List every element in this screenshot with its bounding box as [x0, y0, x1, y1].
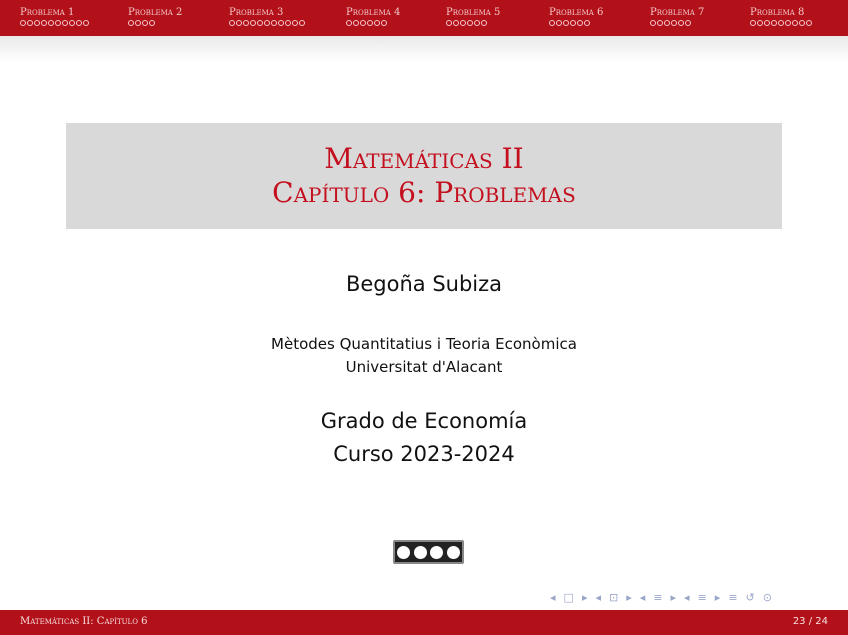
frame-dot[interactable] — [292, 20, 298, 26]
frame-dot[interactable] — [76, 20, 82, 26]
frame-dot[interactable] — [128, 20, 134, 26]
frame-dot[interactable] — [360, 20, 366, 26]
frame-dot[interactable] — [62, 20, 68, 26]
frame-dot[interactable] — [257, 20, 263, 26]
beamer-nav-icon-4[interactable]: ◂ — [595, 590, 601, 604]
frame-dot[interactable] — [243, 20, 249, 26]
frame-dot[interactable] — [20, 20, 26, 26]
frame-dot[interactable] — [577, 20, 583, 26]
frame-dot[interactable] — [799, 20, 805, 26]
frame-dot[interactable] — [764, 20, 770, 26]
frame-dot[interactable] — [367, 20, 373, 26]
beamer-nav-icon-13[interactable]: ≡ — [728, 590, 738, 604]
author-name: Begoña Subiza — [345, 272, 503, 296]
frame-dot[interactable] — [750, 20, 756, 26]
section-dots-6 — [549, 20, 590, 28]
frame-dot[interactable] — [778, 20, 784, 26]
section-dots-5 — [446, 20, 487, 28]
beamer-nav-icon-10[interactable]: ◂ — [684, 590, 690, 604]
frame-dot[interactable] — [460, 20, 466, 26]
section-dots-8 — [750, 20, 812, 28]
frame-dot[interactable] — [671, 20, 677, 26]
frame-dot[interactable] — [771, 20, 777, 26]
frame-dot[interactable] — [556, 20, 562, 26]
page-number: 23 / 24 — [792, 616, 828, 627]
footer-title: Matemáticas II: Capítulo 6 — [20, 616, 148, 627]
section-link-3[interactable]: Problema 3 — [229, 7, 284, 18]
frame-dot[interactable] — [792, 20, 798, 26]
beamer-nav-icon-12[interactable]: ▸ — [714, 590, 721, 604]
footer-bar — [0, 610, 848, 635]
course-name: Grado de Economía — [320, 409, 528, 433]
beamer-nav-icon-11[interactable]: ≡ — [697, 590, 707, 604]
frame-dot[interactable] — [549, 20, 555, 26]
by-circle-icon — [414, 546, 427, 559]
cc-circle-icon — [397, 546, 410, 559]
frame-dot[interactable] — [806, 20, 812, 26]
section-link-5[interactable]: Problema 5 — [446, 7, 501, 18]
frame-dot[interactable] — [346, 20, 352, 26]
section-dots-3 — [229, 20, 305, 28]
course-year: Curso 2023-2024 — [333, 442, 515, 466]
sa-circle-icon — [447, 546, 460, 559]
frame-dot[interactable] — [250, 20, 256, 26]
frame-dot[interactable] — [83, 20, 89, 26]
frame-dot[interactable] — [474, 20, 480, 26]
frame-dot[interactable] — [584, 20, 590, 26]
frame-dot[interactable] — [236, 20, 242, 26]
frame-dot[interactable] — [69, 20, 75, 26]
section-link-1[interactable]: Problema 1 — [20, 7, 75, 18]
presentation-subtitle: Capítulo 6: Problemas — [272, 176, 576, 209]
frame-dot[interactable] — [278, 20, 284, 26]
beamer-nav-icon-14[interactable]: ↺ — [745, 590, 755, 604]
beamer-nav-icon-5[interactable]: ⊡ — [609, 590, 619, 604]
frame-dot[interactable] — [453, 20, 459, 26]
nc-circle-icon — [430, 546, 443, 559]
beamer-nav-icon-15[interactable]: ⊙ — [762, 590, 772, 604]
frame-dot[interactable] — [34, 20, 40, 26]
frame-dot[interactable] — [685, 20, 691, 26]
frame-dot[interactable] — [374, 20, 380, 26]
beamer-nav-icon-6[interactable]: ▸ — [626, 590, 632, 604]
section-dots-7 — [650, 20, 691, 28]
frame-dot[interactable] — [757, 20, 763, 26]
section-dots-2 — [128, 20, 155, 28]
frame-dot[interactable] — [563, 20, 569, 26]
section-dots-1 — [20, 20, 89, 28]
beamer-nav-icon-9[interactable]: ▸ — [670, 590, 677, 604]
frame-dot[interactable] — [678, 20, 684, 26]
frame-dot[interactable] — [381, 20, 387, 26]
section-link-6[interactable]: Problema 6 — [549, 7, 604, 18]
beamer-nav-icon-1[interactable]: ◂ — [550, 590, 556, 604]
beamer-navigation-symbols — [550, 590, 845, 604]
frame-dot[interactable] — [664, 20, 670, 26]
frame-dot[interactable] — [264, 20, 270, 26]
presentation-title: Matemáticas II — [324, 142, 524, 175]
section-link-2[interactable]: Problema 2 — [128, 7, 183, 18]
frame-dot[interactable] — [229, 20, 235, 26]
frame-dot[interactable] — [467, 20, 473, 26]
frame-dot[interactable] — [785, 20, 791, 26]
beamer-nav-icon-2[interactable]: □ — [563, 590, 574, 604]
header-shade — [0, 36, 848, 62]
frame-dot[interactable] — [353, 20, 359, 26]
section-link-8[interactable]: Problema 8 — [750, 7, 805, 18]
beamer-nav-icon-3[interactable]: ▸ — [581, 590, 588, 604]
section-navigation-bar — [0, 0, 848, 36]
creative-commons-badge-icon[interactable] — [393, 540, 464, 564]
section-link-7[interactable]: Problema 7 — [650, 7, 705, 18]
frame-dot[interactable] — [142, 20, 148, 26]
frame-dot[interactable] — [570, 20, 576, 26]
frame-dot[interactable] — [27, 20, 33, 26]
institute-department: Mètodes Quantitatius i Teoria Econòmica — [271, 335, 577, 353]
frame-dot[interactable] — [657, 20, 663, 26]
frame-dot[interactable] — [55, 20, 61, 26]
frame-dot[interactable] — [446, 20, 452, 26]
frame-dot[interactable] — [271, 20, 277, 26]
beamer-nav-icon-8[interactable]: ≡ — [653, 590, 663, 604]
frame-dot[interactable] — [299, 20, 305, 26]
frame-dot[interactable] — [135, 20, 141, 26]
frame-dot[interactable] — [41, 20, 47, 26]
title-box — [66, 123, 782, 229]
institute-university: Universitat d'Alacant — [345, 358, 503, 376]
frame-dot[interactable] — [149, 20, 155, 26]
beamer-nav-icon-7[interactable]: ◂ — [639, 590, 646, 604]
frame-dot[interactable] — [650, 20, 656, 26]
section-link-4[interactable]: Problema 4 — [346, 7, 401, 18]
frame-dot[interactable] — [481, 20, 487, 26]
section-dots-4 — [346, 20, 387, 28]
frame-dot[interactable] — [285, 20, 291, 26]
frame-dot[interactable] — [48, 20, 54, 26]
